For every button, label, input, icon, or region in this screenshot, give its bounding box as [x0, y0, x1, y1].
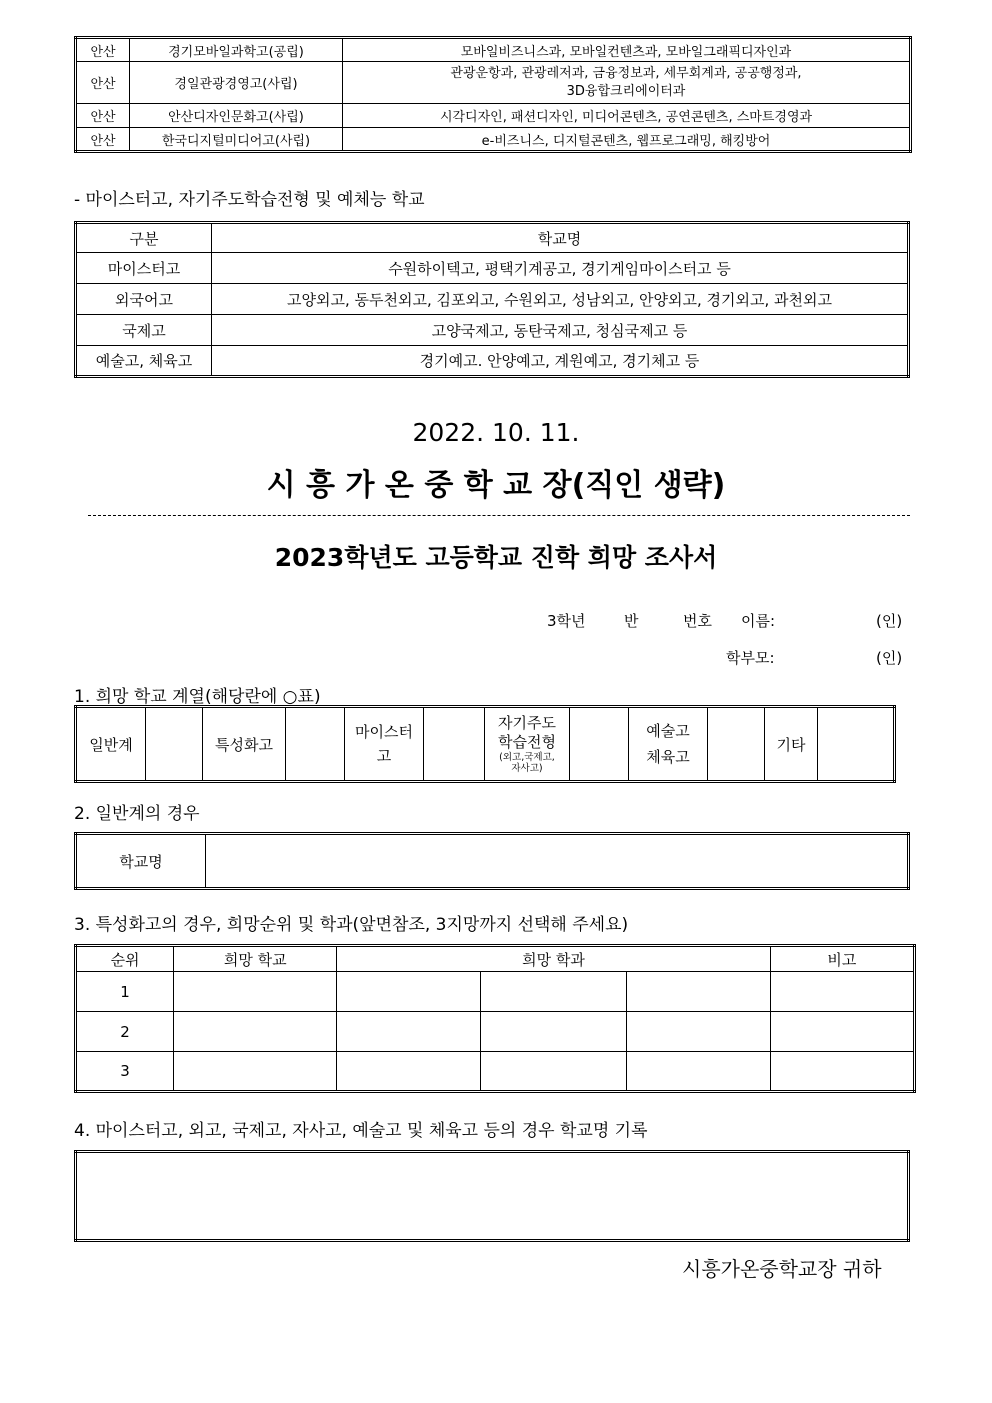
table-row — [76, 284, 909, 315]
option-label-line: 자기주도 — [498, 714, 556, 732]
region-cell: 안산 — [76, 128, 130, 152]
parent-label: 학부모: — [726, 649, 775, 667]
option-label-line: 체육고 — [646, 748, 690, 766]
school-cell: 안산디자인문화고(사립) — [130, 104, 343, 128]
name-label: 이름: — [741, 612, 776, 630]
category-cell: 예술고, 체육고 — [76, 346, 212, 377]
option-label-line: 학습전형 — [498, 733, 556, 751]
school-track-table — [74, 705, 896, 783]
school-cell: 경일관광경영고(사립) — [130, 62, 343, 104]
column-header: 희망 학교 — [174, 946, 337, 972]
cut-line — [88, 515, 910, 516]
school-cell: 경기모바일과학고(공립) — [130, 38, 343, 62]
departments-cell: e-비즈니스, 디지털콘텐츠, 웹프로그래밍, 해킹방어 — [343, 128, 911, 152]
student-seal-label: (인) — [876, 612, 903, 630]
category-cell: 국제고 — [76, 315, 212, 346]
class-label: 반 — [624, 612, 639, 630]
region-cell: 안산 — [76, 62, 130, 104]
option-other-checkbox[interactable] — [818, 707, 895, 782]
table-row — [76, 38, 911, 62]
q1-heading: 1. 희망 학교 계열(해당란에 ○표) — [74, 687, 321, 707]
category-cell: 외국어고 — [76, 284, 212, 315]
survey-title: 2023학년도 고등학교 진학 희망 조사서 — [274, 543, 718, 572]
departments-line: 3D융합크리에이터과 — [566, 83, 686, 99]
school-field[interactable] — [174, 1052, 337, 1092]
table-row — [76, 315, 909, 346]
column-header: 비고 — [770, 946, 914, 972]
table-row — [76, 972, 915, 1012]
school-field[interactable] — [174, 1012, 337, 1052]
department-field[interactable] — [626, 1052, 770, 1092]
q2-heading: 2. 일반계의 경우 — [74, 804, 200, 824]
option-note: (외고,국제고, — [499, 752, 555, 763]
category-cell: 마이스터고 — [76, 253, 212, 284]
department-field[interactable] — [337, 1052, 481, 1092]
option-label-line: 예술고 — [646, 722, 690, 740]
schools-cell: 경기예고. 안양예고, 계원예고, 경기체고 등 — [212, 346, 909, 377]
department-field[interactable] — [626, 1012, 770, 1052]
rank-cell: 2 — [76, 1012, 174, 1052]
department-field[interactable] — [481, 1012, 626, 1052]
table-row — [76, 834, 909, 889]
table-row — [76, 1012, 915, 1052]
specialized-preference-table — [74, 944, 916, 1093]
school-name-label: 학교명 — [76, 834, 206, 889]
option-note: 자사고) — [511, 763, 543, 774]
option-other-label: 기타 — [765, 707, 818, 782]
region-cell: 안산 — [76, 38, 130, 62]
rank-cell: 1 — [76, 972, 174, 1012]
table-row — [76, 62, 911, 104]
schools-cell: 고양국제고, 동탄국제고, 청심국제고 등 — [212, 315, 909, 346]
school-name-field[interactable] — [206, 834, 909, 889]
issue-date: 2022. 10. 11. — [412, 418, 580, 447]
departments-cell — [343, 62, 911, 104]
option-specialized-label: 특성화고 — [203, 707, 286, 782]
option-arts-sports-checkbox[interactable] — [708, 707, 765, 782]
special-schools-table — [74, 221, 910, 378]
schools-cell: 수원하이텍고, 평택기계공고, 경기게임마이스터고 등 — [212, 253, 909, 284]
note-field[interactable] — [770, 972, 914, 1012]
table-row — [76, 128, 911, 152]
rank-cell: 3 — [76, 1052, 174, 1092]
principal-signature-line: 시 흥 가 온 중 학 교 장(직인 생략) — [266, 468, 726, 503]
column-header: 학교명 — [212, 223, 909, 253]
option-meister-checkbox[interactable] — [424, 707, 485, 782]
note-field[interactable] — [770, 1052, 914, 1092]
option-general-label: 일반계 — [76, 707, 146, 782]
grade-label: 3학년 — [547, 612, 586, 630]
q4-heading: 4. 마이스터고, 외고, 국제고, 자사고, 예술고 및 체육고 등의 경우 학교명 기록 — [74, 1121, 648, 1141]
other-school-field[interactable] — [76, 1152, 909, 1241]
option-meister-label — [345, 707, 424, 782]
column-header: 순위 — [76, 946, 174, 972]
option-self-directed-checkbox[interactable] — [570, 707, 629, 782]
table-row — [76, 104, 911, 128]
table-row — [76, 1052, 915, 1092]
top-school-table — [74, 36, 912, 153]
table-row — [76, 707, 895, 782]
option-self-directed-label — [485, 707, 570, 782]
number-label: 번호 — [683, 612, 712, 630]
option-label-line: 고 — [376, 747, 392, 765]
table-header-row — [76, 223, 909, 253]
department-field[interactable] — [626, 972, 770, 1012]
option-arts-sports-label — [629, 707, 708, 782]
column-header: 구분 — [76, 223, 212, 253]
table-row — [76, 253, 909, 284]
other-school-table — [74, 1150, 910, 1242]
school-cell: 한국디지털미디어고(사립) — [130, 128, 343, 152]
option-general-checkbox[interactable] — [146, 707, 203, 782]
department-field[interactable] — [481, 1052, 626, 1092]
option-specialized-checkbox[interactable] — [286, 707, 345, 782]
departments-line: 관광운항과, 관광레저과, 금융정보과, 세무회계과, 공공행정과, — [450, 65, 802, 81]
department-field[interactable] — [337, 972, 481, 1012]
note-field[interactable] — [770, 1012, 914, 1052]
addressee: 시흥가온중학교장 귀하 — [682, 1257, 882, 1281]
table-row — [76, 346, 909, 377]
q3-heading: 3. 특성화고의 경우, 희망순위 및 학과(앞면참조, 3지망까지 선택해 주세요) — [74, 915, 629, 935]
special-schools-heading: - 마이스터고, 자기주도학습전형 및 예체능 학교 — [74, 190, 425, 210]
table-header-row — [76, 946, 915, 972]
school-field[interactable] — [174, 972, 337, 1012]
parent-seal-label: (인) — [876, 649, 903, 667]
general-school-table — [74, 832, 910, 890]
option-label-line: 마이스터 — [355, 723, 413, 741]
column-header: 희망 학과 — [337, 946, 770, 972]
departments-cell: 시각디자인, 패션디자인, 미디어콘텐츠, 공연콘텐츠, 스마트경영과 — [343, 104, 911, 128]
region-cell: 안산 — [76, 104, 130, 128]
department-field[interactable] — [481, 972, 626, 1012]
departments-cell: 모바일비즈니스과, 모바일컨텐츠과, 모바일그래픽디자인과 — [343, 38, 911, 62]
table-row — [76, 1152, 909, 1241]
schools-cell: 고양외고, 동두천외고, 김포외고, 수원외고, 성남외고, 안양외고, 경기외고, 과천외고 — [212, 284, 909, 315]
department-field[interactable] — [337, 1012, 481, 1052]
